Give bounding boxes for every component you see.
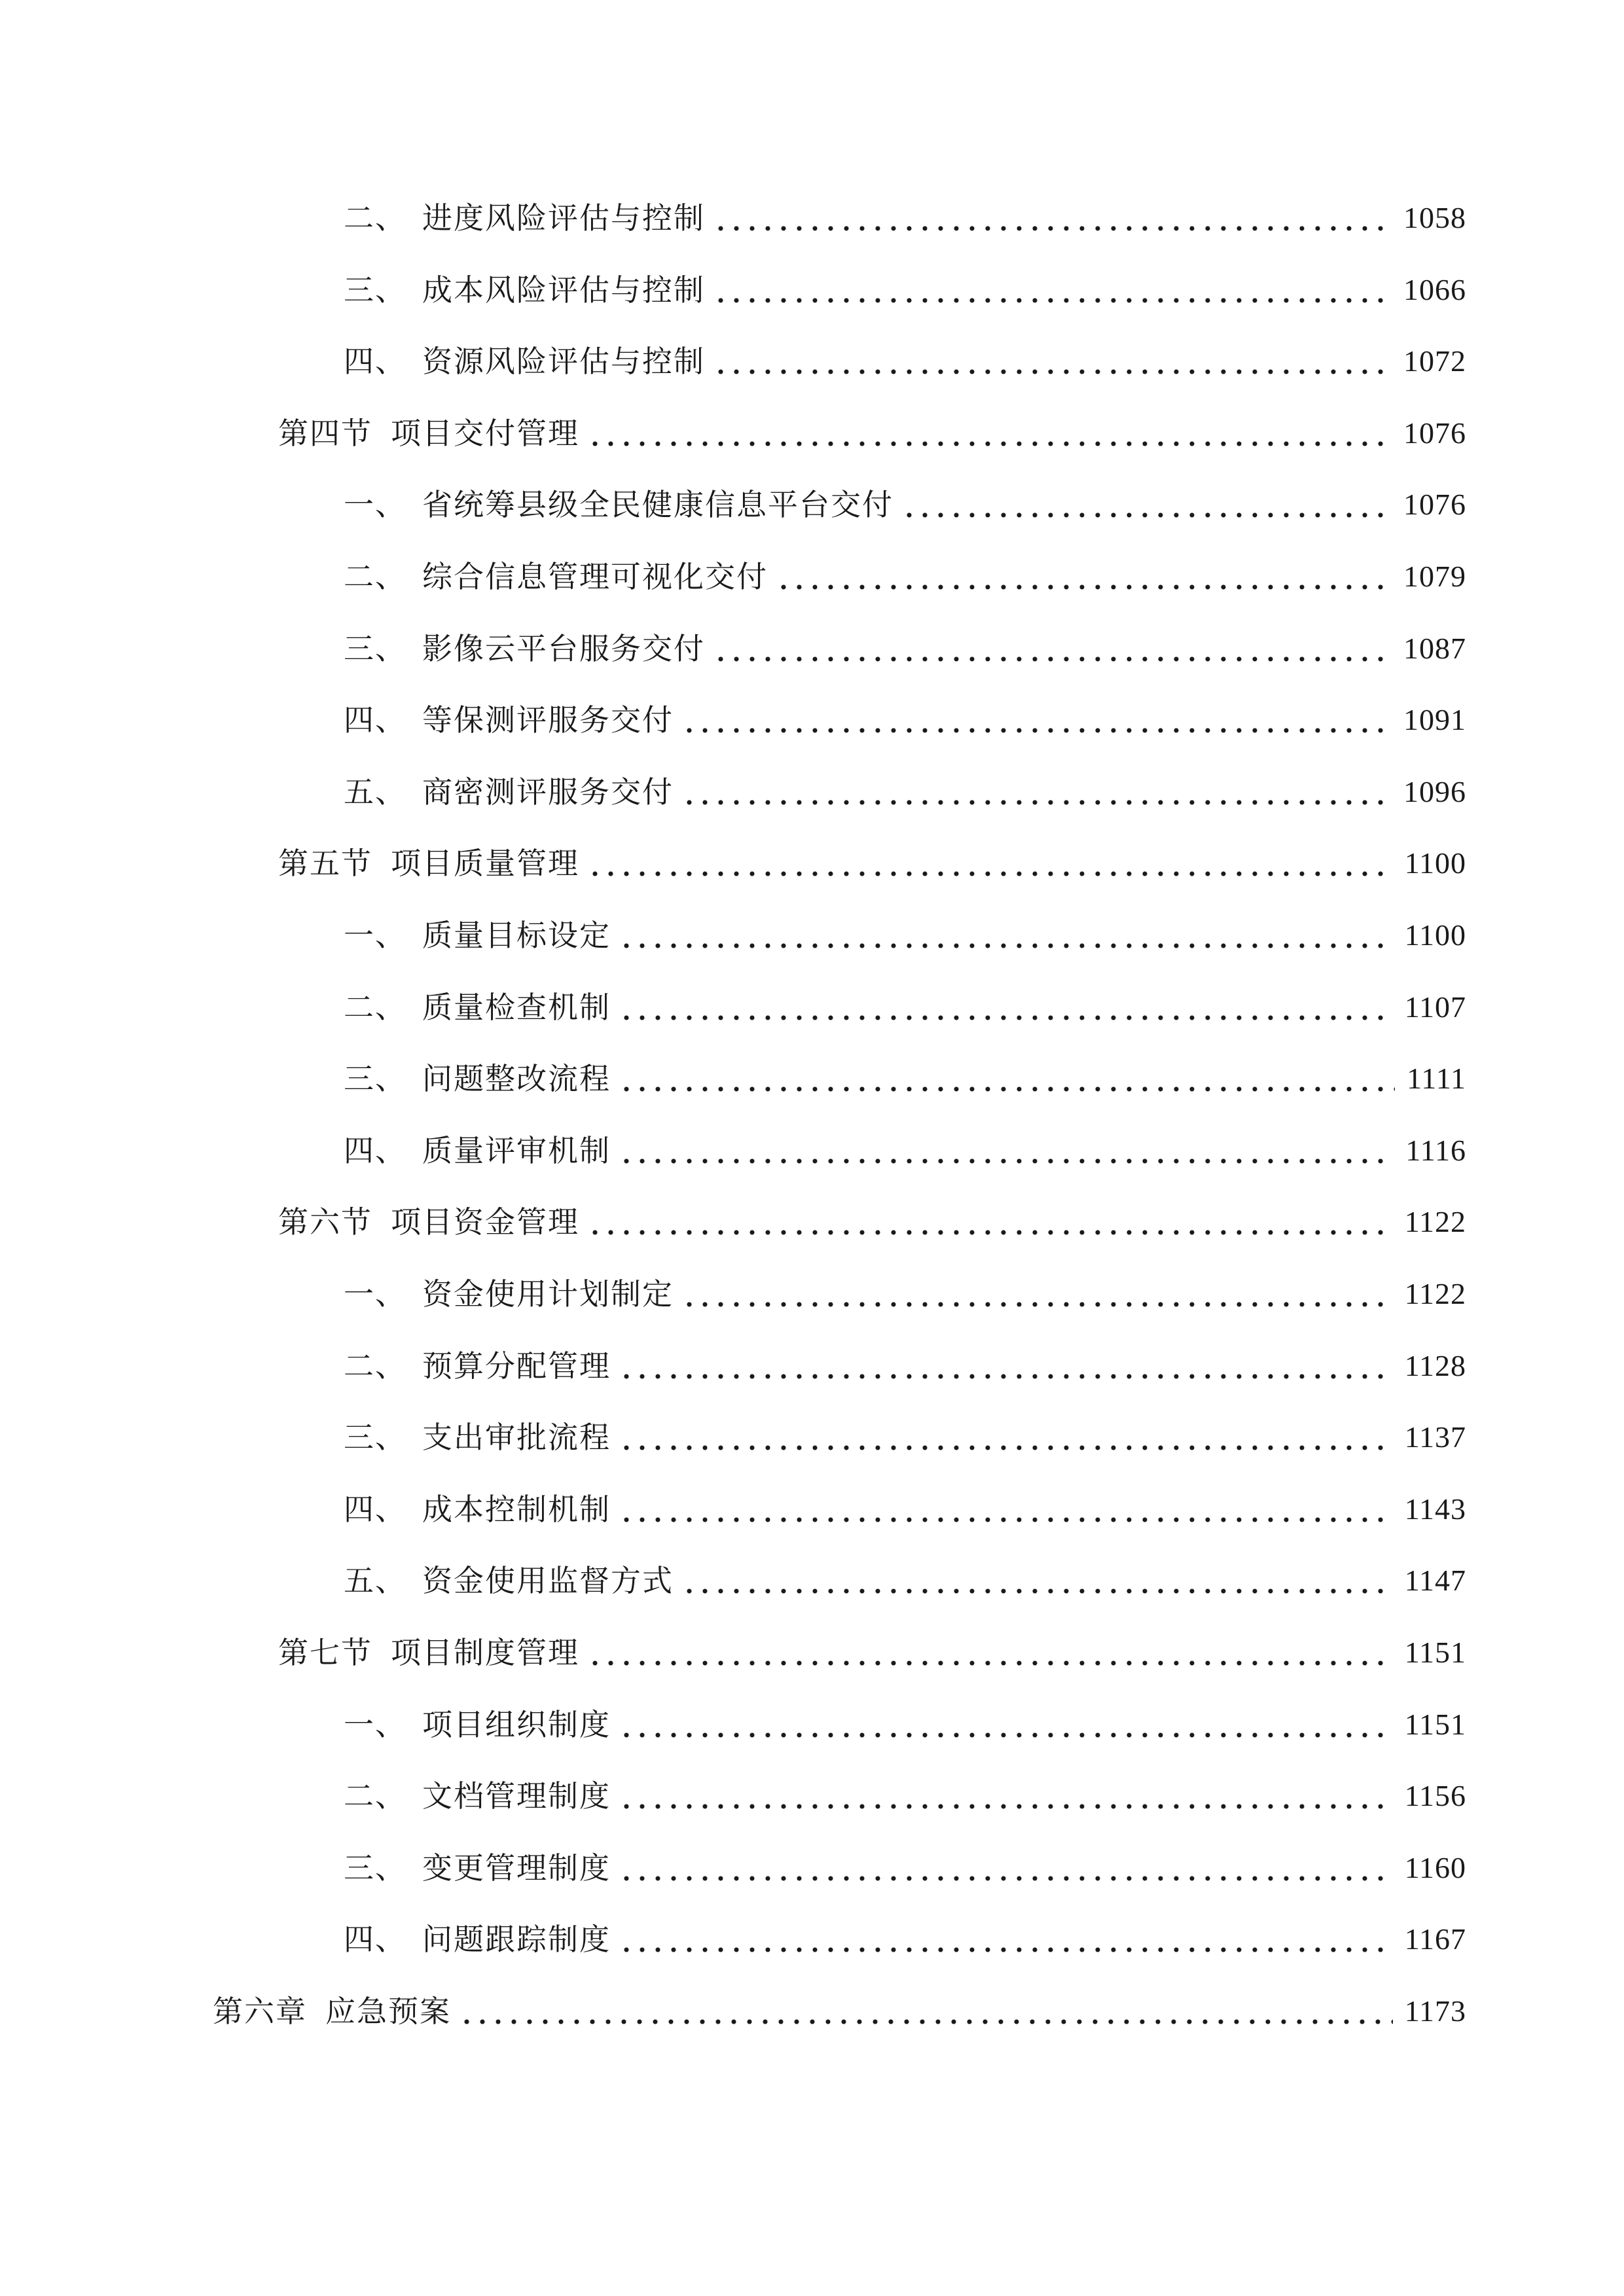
- dot-leader: [901, 490, 1392, 520]
- toc-entry-title: 问题跟踪制度: [422, 1922, 611, 1957]
- toc-entry[interactable]: [344, 1483, 1466, 1535]
- dot-leader: [619, 1781, 1393, 1811]
- toc-entry-number: 四、: [344, 1492, 406, 1527]
- toc-entry-number: 一、: [344, 487, 406, 522]
- toc-entry-page-number: 1058: [1403, 201, 1466, 234]
- dot-leader: [619, 1351, 1393, 1381]
- toc-entry[interactable]: [344, 909, 1466, 961]
- toc-entry-number: 第六章: [213, 1994, 307, 2029]
- toc-entry-number: 二、: [344, 990, 406, 1025]
- toc-entry-page-number: 1151: [1404, 1708, 1466, 1741]
- toc-entry-page-number: 1072: [1403, 344, 1466, 378]
- toc-entry-page-number: 1100: [1404, 846, 1466, 880]
- toc-entry-number: 三、: [344, 1850, 406, 1886]
- toc-entry-number: 四、: [344, 1133, 406, 1168]
- toc-entry-page-number: 1156: [1404, 1779, 1466, 1812]
- toc-entry[interactable]: [344, 1913, 1466, 1965]
- dot-leader: [619, 1422, 1393, 1452]
- toc-entry-number: 二、: [344, 1348, 406, 1384]
- toc-entry-title: 资源风险评估与控制: [422, 344, 705, 379]
- toc-entry-title: 项目制度管理: [391, 1635, 579, 1670]
- toc-entry[interactable]: [344, 192, 1466, 244]
- toc-entry-number: 二、: [344, 559, 406, 594]
- toc-entry-title: 问题整改流程: [422, 1061, 611, 1096]
- toc-entry-number: 四、: [344, 702, 406, 738]
- dot-leader: [713, 634, 1392, 664]
- toc-entry-page-number: 1173: [1404, 1994, 1466, 2028]
- toc-entry-title: 资金使用计划制定: [422, 1276, 674, 1312]
- toc-entry-page-number: 1167: [1404, 1922, 1466, 1956]
- dot-leader: [619, 992, 1393, 1022]
- toc-entry[interactable]: [344, 1698, 1466, 1751]
- toc-entry[interactable]: [344, 1842, 1466, 1894]
- dot-leader: [713, 346, 1392, 376]
- toc-entry[interactable]: [278, 407, 1466, 459]
- toc-entry-number: 第五节: [278, 846, 372, 881]
- toc-entry[interactable]: [278, 1196, 1466, 1248]
- toc-entry[interactable]: [344, 1340, 1466, 1392]
- toc-entry[interactable]: [344, 1268, 1466, 1320]
- toc-entry-number: 二、: [344, 200, 406, 236]
- toc-entry-number: 第四节: [278, 416, 372, 451]
- dot-leader: [619, 1064, 1395, 1094]
- dot-leader: [619, 1136, 1394, 1166]
- toc-entry-number: 三、: [344, 1420, 406, 1455]
- toc-entry-page-number: 1100: [1404, 918, 1466, 952]
- toc-entry-title: 商密测评服务交付: [422, 774, 674, 810]
- toc-entry[interactable]: [344, 1770, 1466, 1822]
- toc-entry-number: 四、: [344, 344, 406, 379]
- toc-entry-number: 一、: [344, 1276, 406, 1312]
- toc-entry-title: 省统筹县级全民健康信息平台交付: [422, 487, 893, 522]
- toc-entry-page-number: 1122: [1404, 1205, 1466, 1238]
- toc-entry-page-number: 1143: [1404, 1492, 1466, 1526]
- toc-entry-page-number: 1128: [1404, 1349, 1466, 1382]
- toc-entry[interactable]: [278, 1626, 1466, 1679]
- toc-entry-page-number: 1107: [1404, 990, 1466, 1024]
- toc-entry-page-number: 1122: [1404, 1277, 1466, 1310]
- dot-leader: [619, 920, 1393, 950]
- toc-entry-title: 质量目标设定: [422, 918, 611, 953]
- toc-entry-number: 第六节: [278, 1204, 372, 1240]
- toc-entry-title: 项目交付管理: [391, 416, 579, 451]
- toc-entry[interactable]: [344, 766, 1466, 818]
- dot-leader: [619, 1710, 1393, 1740]
- dot-leader: [776, 562, 1392, 592]
- toc-entry-title: 预算分配管理: [422, 1348, 611, 1384]
- dot-leader: [681, 705, 1392, 735]
- toc-entry[interactable]: [344, 478, 1466, 531]
- dot-leader: [587, 848, 1393, 878]
- dot-leader: [713, 203, 1392, 233]
- toc-entry[interactable]: [344, 1052, 1466, 1105]
- toc-entry[interactable]: [344, 1124, 1466, 1177]
- toc-entry-number: 三、: [344, 631, 406, 666]
- dot-leader: [587, 1638, 1393, 1668]
- toc-entry-number: 三、: [344, 272, 406, 308]
- toc-entry-page-number: 1091: [1403, 703, 1466, 736]
- dot-leader: [681, 1279, 1393, 1309]
- toc-entry-page-number: 1147: [1404, 1564, 1466, 1597]
- toc-entry-title: 成本风险评估与控制: [422, 272, 705, 308]
- dot-leader: [459, 1996, 1393, 2026]
- dot-leader: [619, 1853, 1393, 1883]
- toc-entry-page-number: 1066: [1403, 273, 1466, 306]
- toc-entry-page-number: 1160: [1404, 1851, 1466, 1884]
- toc-entry-title: 项目组织制度: [422, 1707, 611, 1742]
- toc-entry-title: 项目质量管理: [391, 846, 579, 881]
- toc-entry-title: 质量评审机制: [422, 1133, 611, 1168]
- dot-leader: [587, 1207, 1393, 1237]
- toc-entry[interactable]: [278, 837, 1466, 889]
- toc-entry-title: 支出审批流程: [422, 1420, 611, 1455]
- toc-entry-page-number: 1076: [1403, 488, 1466, 521]
- toc-entry-number: 五、: [344, 774, 406, 810]
- toc-entry-page-number: 1087: [1403, 632, 1466, 665]
- toc-entry-page-number: 1079: [1403, 560, 1466, 593]
- toc-entry[interactable]: [344, 335, 1466, 387]
- toc-entry-number: 三、: [344, 1061, 406, 1096]
- toc-entry-title: 进度风险评估与控制: [422, 200, 705, 236]
- toc-entry-page-number: 1076: [1403, 416, 1466, 450]
- toc-entry[interactable]: [344, 981, 1466, 1033]
- toc-entry[interactable]: [213, 1985, 1466, 2037]
- toc-entry-title: 变更管理制度: [422, 1850, 611, 1886]
- toc-entry-number: 第七节: [278, 1635, 372, 1670]
- toc-entry-page-number: 1116: [1405, 1134, 1466, 1167]
- toc-entry-title: 应急预案: [325, 1994, 451, 2029]
- toc-entry-title: 资金使用监督方式: [422, 1563, 674, 1598]
- toc-entry-title: 文档管理制度: [422, 1778, 611, 1814]
- toc-entry-number: 五、: [344, 1563, 406, 1598]
- toc-entry-page-number: 1137: [1404, 1420, 1466, 1454]
- toc-entry-number: 一、: [344, 918, 406, 953]
- toc-entry[interactable]: [344, 550, 1466, 603]
- toc-entry-number: 二、: [344, 1778, 406, 1814]
- toc-entry-title: 影像云平台服务交付: [422, 631, 705, 666]
- toc-entry[interactable]: [344, 694, 1466, 746]
- toc-entry-title: 项目资金管理: [391, 1204, 579, 1240]
- toc-entry-page-number: 1096: [1403, 775, 1466, 808]
- dot-leader: [619, 1924, 1393, 1954]
- dot-leader: [681, 1566, 1393, 1596]
- toc-entry[interactable]: [344, 1554, 1466, 1607]
- toc-entry-number: 一、: [344, 1707, 406, 1742]
- toc-entry-number: 四、: [344, 1922, 406, 1957]
- dot-leader: [587, 418, 1392, 448]
- toc-entry-title: 等保测评服务交付: [422, 702, 674, 738]
- dot-leader: [619, 1494, 1393, 1524]
- toc-entry-title: 综合信息管理可视化交付: [422, 559, 768, 594]
- toc-entry[interactable]: [344, 1411, 1466, 1463]
- toc-entry-page-number: 1111: [1407, 1062, 1466, 1095]
- dot-leader: [681, 777, 1392, 807]
- toc-entry[interactable]: [344, 264, 1466, 316]
- toc-entry[interactable]: [344, 622, 1466, 675]
- dot-leader: [713, 275, 1392, 305]
- toc-entry-title: 成本控制机制: [422, 1492, 611, 1527]
- toc-entry-title: 质量检查机制: [422, 990, 611, 1025]
- toc-entry-page-number: 1151: [1404, 1636, 1466, 1669]
